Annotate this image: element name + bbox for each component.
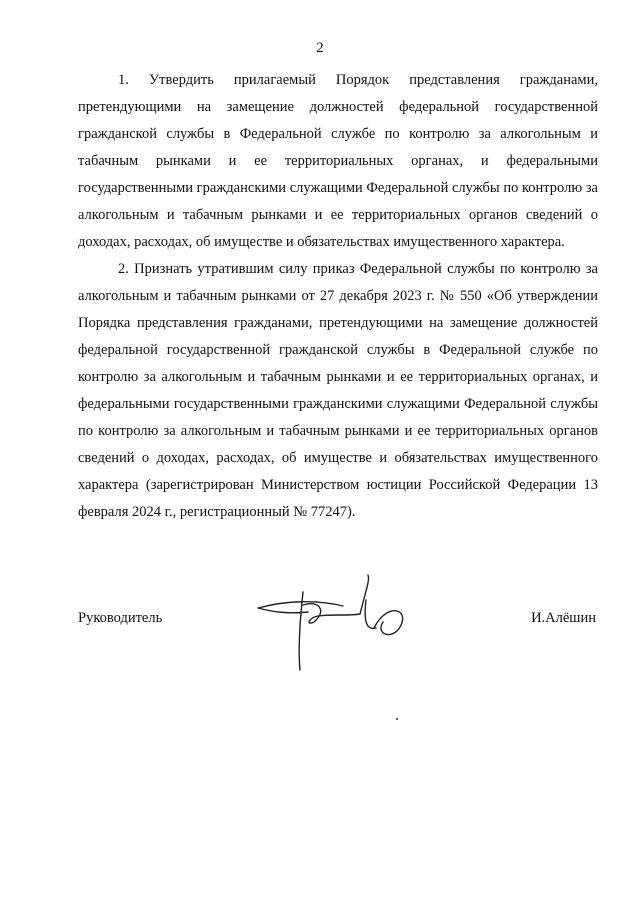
stray-dot xyxy=(396,718,398,720)
signature-block xyxy=(78,600,598,670)
signatory-role: Руководитель xyxy=(78,610,163,626)
page-number: 2 xyxy=(316,40,324,56)
paragraph-2: 2. Признать утратившим силу приказ Федеральной службы по контролю за алкогольным и табачным рынками от 27 декабря 2023 г. № 550 «Об утверждении Порядка представления гражданами, претендующими на замещение должностей федеральной государственной гражданской службы в Федеральной службе по контролю за алкогольным и табачным рынками и ее территориальных органах, и федеральными государственными гражданскими служащими Федеральной службы по контролю за алкогольным и табачным рынками и ее территориальных органов сведений о доходах, расходах, об имуществе и обязательствах имущественного характера (зарегистрирован Министерством юстиции Российской Федерации 13 февраля 2024 г., регистрационный № 77247). xyxy=(78,261,598,520)
document-body xyxy=(78,67,598,526)
handwritten-signature xyxy=(248,570,418,680)
paragraph-1: 1. Утвердить прилагаемый Порядок представления гражданами, претендующими на замещение должностей федеральной государственной гражданской службы в Федеральной службе по контролю за алкогольным и табачным рынками и ее территориальных органах, и федеральными государственными гражданскими служащими Федеральной службы по контролю за алкогольным и табачным рынками и ее территориальных органов сведений о доходах, расходах, об имуществе и обязательствах имущественного характера. xyxy=(78,72,598,250)
signatory-name: И.Алёшин xyxy=(531,610,596,626)
